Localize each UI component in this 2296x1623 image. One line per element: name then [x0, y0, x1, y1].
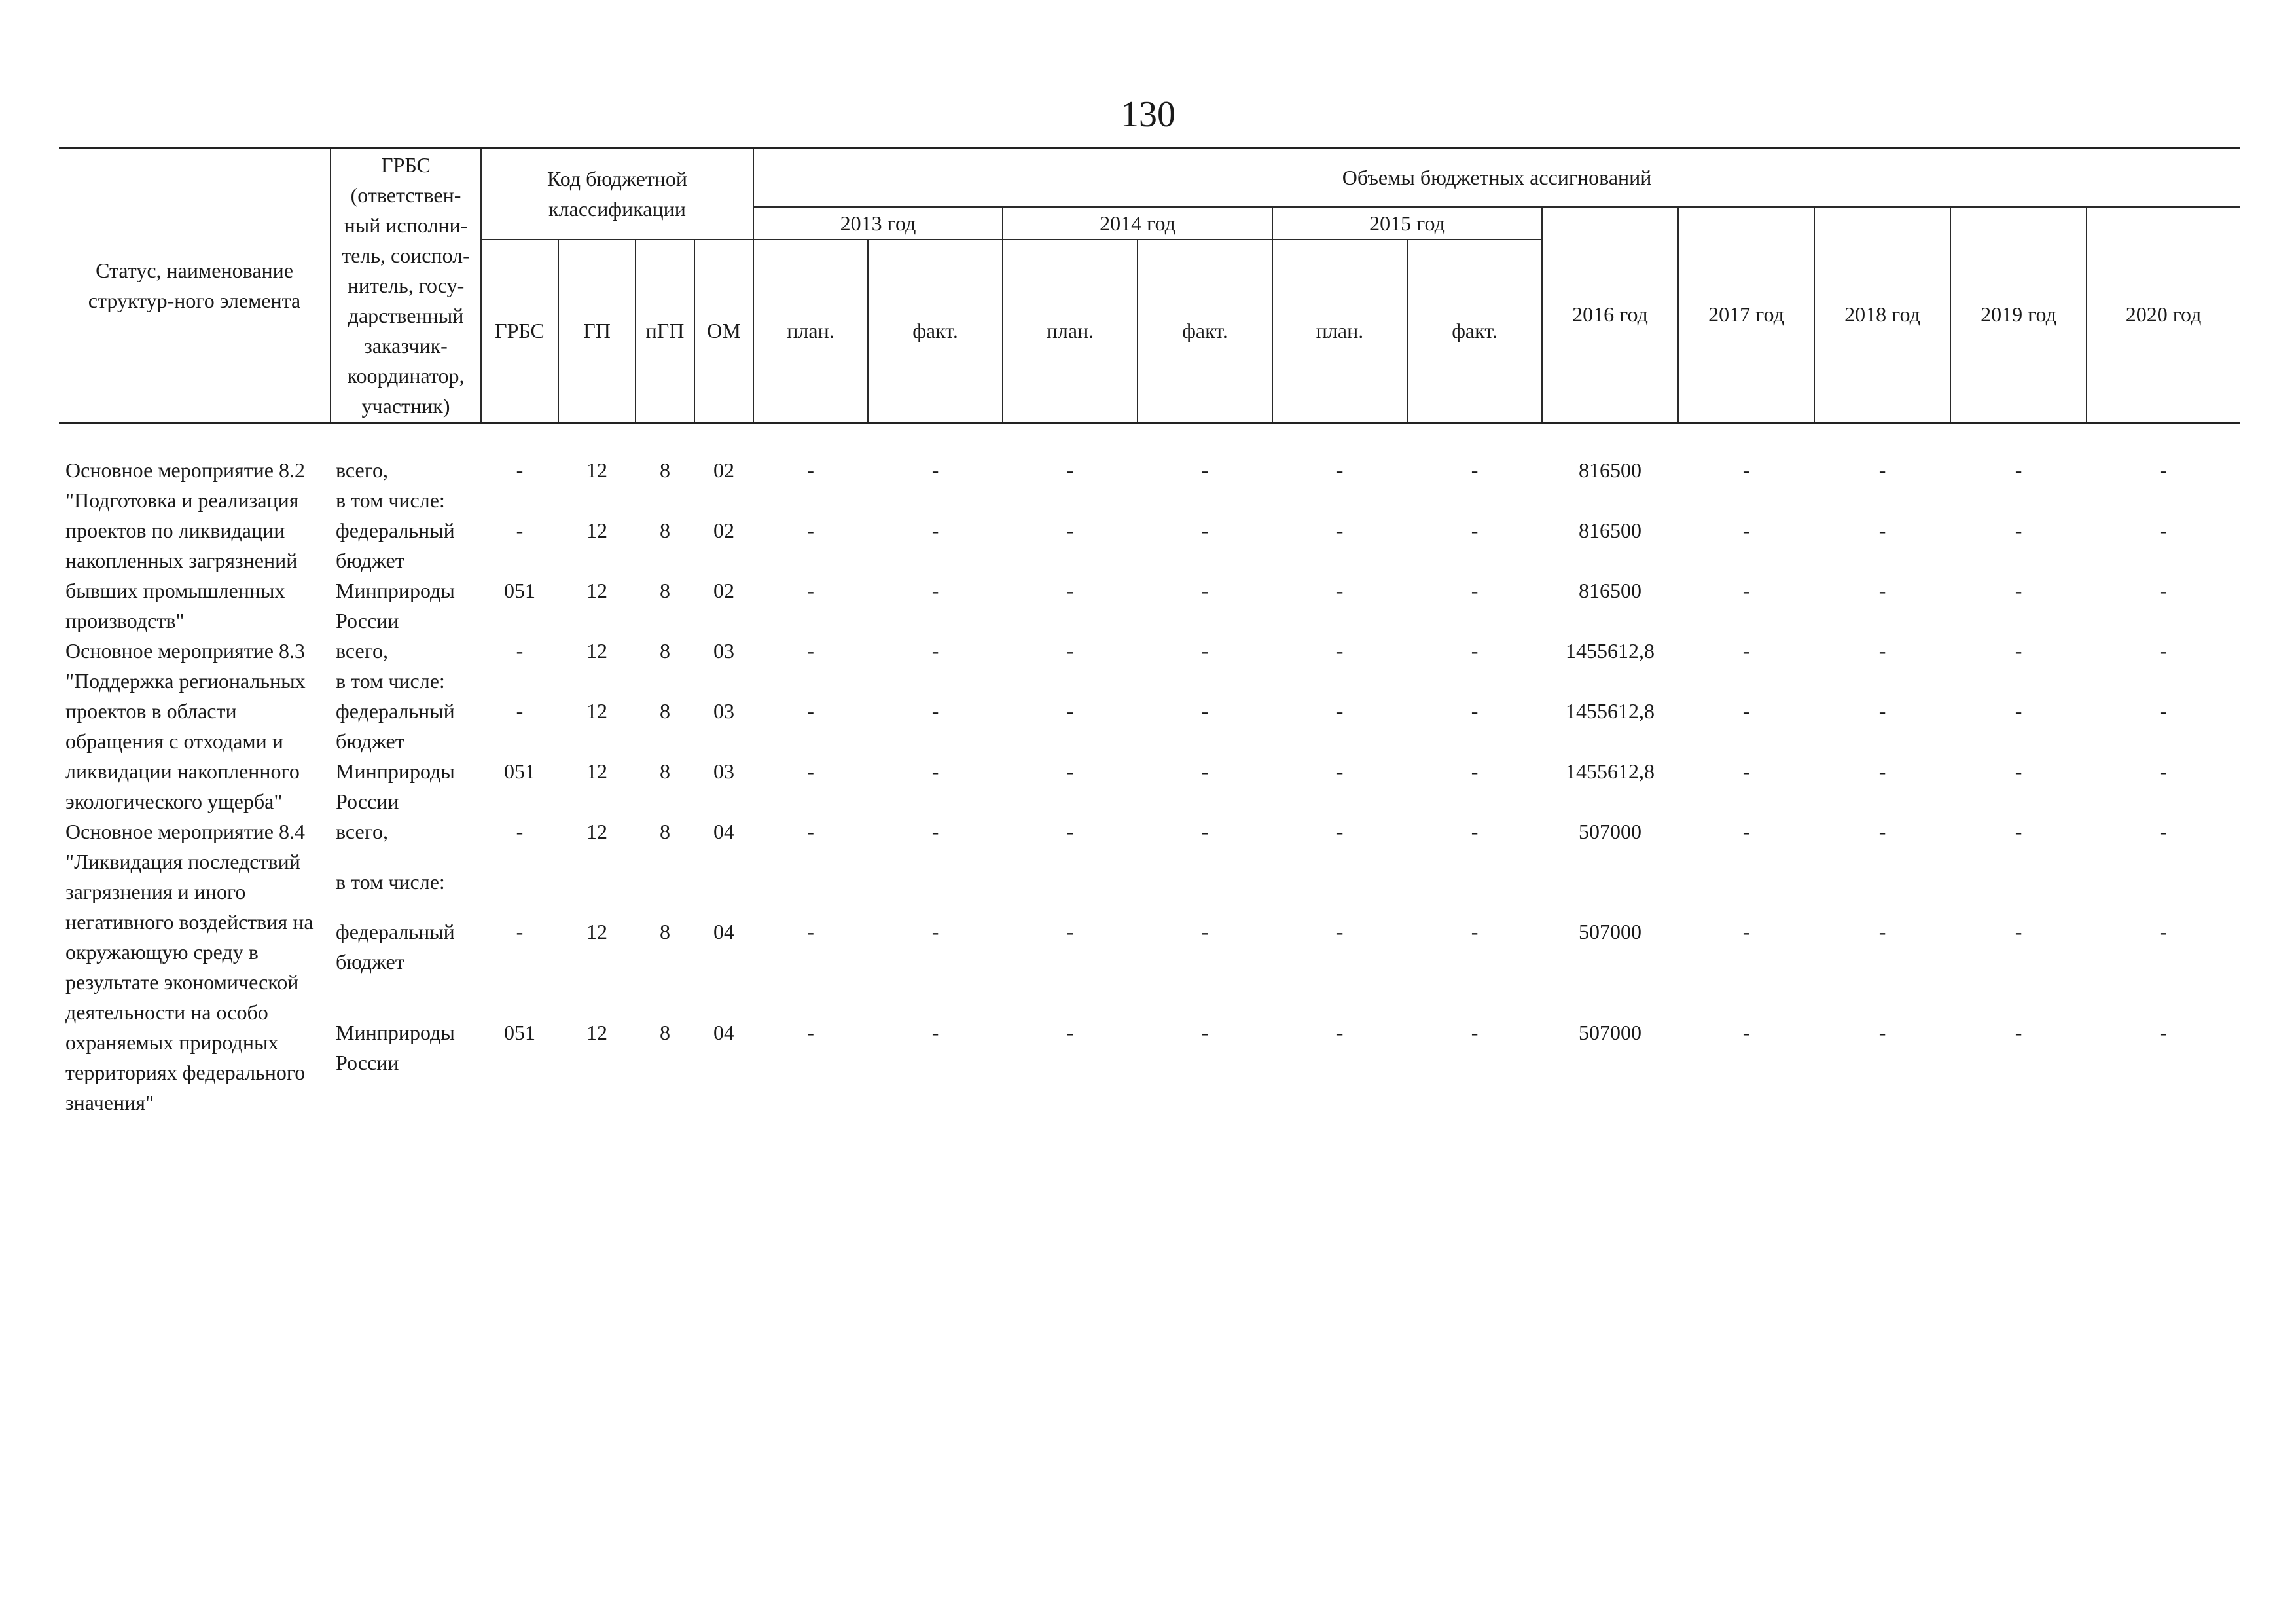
header-code-om: ОМ	[694, 240, 753, 423]
value-cell: -	[1742, 639, 1750, 663]
value-cell: -	[931, 1020, 939, 1044]
value-cell: 816500	[1579, 579, 1642, 602]
value-cell: -	[2015, 639, 2022, 663]
empty-cell	[481, 485, 2240, 515]
code-pgp-cell: 8	[660, 579, 670, 602]
table-row	[59, 1017, 2240, 1118]
value-cell: -	[1336, 519, 1344, 542]
value-cell: -	[1878, 519, 1886, 542]
empty-cell	[481, 867, 2240, 917]
table-row	[59, 455, 2240, 485]
budget-allocation-table	[59, 147, 2240, 1118]
code-om-cell: 02	[713, 519, 734, 542]
value-cell: -	[1742, 458, 1750, 482]
value-cell: -	[931, 519, 939, 542]
code-om-cell: 04	[713, 920, 734, 944]
value-cell: -	[1336, 759, 1344, 783]
value-cell: -	[1336, 699, 1344, 723]
table-row	[59, 816, 2240, 867]
header-2015-plan: план.	[1272, 240, 1407, 423]
code-grbs-cell: -	[516, 820, 524, 843]
responsible-cell: всего,	[336, 639, 389, 663]
measure-name: Основное мероприятие 8.3 "Поддержка региональных проектов в области обращения с отходами и ликвидации накопленного экологического ущерба"	[65, 639, 306, 813]
header-budget-volumes: Объемы бюджетных ассигнований	[753, 148, 2240, 207]
code-om-cell: 04	[713, 820, 734, 843]
value-cell: -	[1471, 639, 1479, 663]
table-row	[59, 756, 2240, 816]
value-cell: 1455612,8	[1566, 699, 1655, 723]
value-cell: -	[1201, 920, 1209, 944]
value-cell: -	[1066, 519, 1074, 542]
page-number: 130	[1121, 94, 1175, 135]
value-cell: -	[1471, 759, 1479, 783]
code-gp-cell: 12	[586, 579, 607, 602]
responsible-cell: Минприроды России	[336, 759, 455, 813]
header-code-grbs: ГРБС	[481, 240, 558, 423]
value-cell: -	[1878, 458, 1886, 482]
code-gp-cell: 12	[586, 1020, 607, 1044]
value-cell: -	[1471, 519, 1479, 542]
header-year-2019: 2019 год	[1950, 207, 2087, 423]
value-cell: -	[1336, 1020, 1344, 1044]
value-cell: -	[2159, 1020, 2167, 1044]
value-cell: -	[2159, 458, 2167, 482]
measure-name: Основное мероприятие 8.4 "Ликвидация последствий загрязнения и иного негативного воздействия на окружающую среду в результате экономической деятельности на особо охраняемых природных территориях федерального значения"	[65, 820, 314, 1114]
value-cell: -	[1471, 820, 1479, 843]
table-row	[59, 575, 2240, 636]
value-cell: -	[807, 820, 814, 843]
value-cell: -	[2015, 579, 2022, 602]
value-cell: -	[931, 639, 939, 663]
responsible-cell: федеральный бюджет	[336, 920, 455, 974]
header-2014-fact: факт.	[1138, 240, 1272, 423]
value-cell: -	[807, 1020, 814, 1044]
value-cell: 816500	[1579, 519, 1642, 542]
value-cell: -	[2015, 759, 2022, 783]
responsible-cell: в том числе:	[336, 669, 445, 693]
header-year-2018: 2018 год	[1814, 207, 1950, 423]
header-budget-code: Код бюджетной классификации	[481, 148, 753, 240]
value-cell: -	[1201, 759, 1209, 783]
value-cell: -	[1336, 458, 1344, 482]
value-cell: -	[1066, 639, 1074, 663]
responsible-cell: федеральный бюджет	[336, 519, 455, 572]
code-grbs-cell: -	[516, 920, 524, 944]
code-pgp-cell: 8	[660, 1020, 670, 1044]
header-year-2013: 2013 год	[753, 207, 1003, 240]
value-cell: -	[1878, 1020, 1886, 1044]
value-cell: -	[2159, 579, 2167, 602]
value-cell: -	[1471, 579, 1479, 602]
value-cell: -	[1878, 579, 1886, 602]
code-grbs-cell: -	[516, 699, 524, 723]
value-cell: -	[1878, 759, 1886, 783]
code-grbs-cell: -	[516, 639, 524, 663]
code-om-cell: 04	[713, 1020, 734, 1044]
value-cell: -	[1201, 579, 1209, 602]
value-cell: -	[1066, 579, 1074, 602]
table-row	[59, 917, 2240, 1017]
empty-cell	[481, 666, 2240, 696]
value-cell: -	[1201, 1020, 1209, 1044]
value-cell: -	[1742, 759, 1750, 783]
table-row	[59, 636, 2240, 666]
code-pgp-cell: 8	[660, 820, 670, 843]
code-gp-cell: 12	[586, 519, 607, 542]
value-cell: -	[1471, 1020, 1479, 1044]
value-cell: -	[2159, 820, 2167, 843]
value-cell: -	[1201, 820, 1209, 843]
value-cell: -	[807, 519, 814, 542]
table-body	[59, 423, 2240, 1118]
value-cell: -	[1336, 920, 1344, 944]
code-pgp-cell: 8	[660, 699, 670, 723]
value-cell: -	[2159, 920, 2167, 944]
header-2013-fact: факт.	[868, 240, 1003, 423]
value-cell: -	[2159, 759, 2167, 783]
value-cell: -	[1878, 820, 1886, 843]
value-cell: -	[2015, 458, 2022, 482]
value-cell: -	[807, 579, 814, 602]
code-grbs-cell: 051	[504, 579, 535, 602]
measure-name: Основное мероприятие 8.2 "Подготовка и реализация проектов по ликвидации накопленных загрязнений бывших промышленных производств"	[65, 458, 305, 632]
header-code-pgp: пГП	[636, 240, 694, 423]
value-cell: 816500	[1579, 458, 1642, 482]
code-grbs-cell: 051	[504, 1020, 535, 1044]
value-cell: -	[807, 699, 814, 723]
value-cell: -	[1742, 820, 1750, 843]
budget-table-container	[59, 147, 2240, 1118]
value-cell: 507000	[1579, 920, 1642, 944]
header-2015-fact: факт.	[1407, 240, 1542, 423]
value-cell: -	[1201, 699, 1209, 723]
code-grbs-cell: -	[516, 519, 524, 542]
code-pgp-cell: 8	[660, 759, 670, 783]
value-cell: -	[2159, 519, 2167, 542]
value-cell: -	[1066, 920, 1074, 944]
value-cell: -	[931, 579, 939, 602]
header-year-2017: 2017 год	[1678, 207, 1814, 423]
value-cell: -	[807, 458, 814, 482]
value-cell: -	[1336, 820, 1344, 843]
code-grbs-cell: -	[516, 458, 524, 482]
table-row	[59, 485, 2240, 515]
value-cell: 507000	[1579, 1020, 1642, 1044]
value-cell: -	[1201, 639, 1209, 663]
code-om-cell: 03	[713, 759, 734, 783]
value-cell: -	[1066, 699, 1074, 723]
value-cell: -	[2015, 1020, 2022, 1044]
code-gp-cell: 12	[586, 820, 607, 843]
value-cell: -	[1336, 579, 1344, 602]
value-cell: -	[1066, 1020, 1074, 1044]
value-cell: -	[1878, 699, 1886, 723]
code-gp-cell: 12	[586, 639, 607, 663]
responsible-cell: в том числе:	[336, 488, 445, 512]
value-cell: -	[1742, 519, 1750, 542]
table-row	[59, 867, 2240, 917]
code-om-cell: 02	[713, 458, 734, 482]
code-om-cell: 03	[713, 639, 734, 663]
value-cell: -	[931, 458, 939, 482]
code-pgp-cell: 8	[660, 458, 670, 482]
value-cell: 507000	[1579, 820, 1642, 843]
header-2014-plan: план.	[1003, 240, 1138, 423]
value-cell: 1455612,8	[1566, 639, 1655, 663]
value-cell: -	[807, 639, 814, 663]
code-om-cell: 03	[713, 699, 734, 723]
value-cell: -	[2015, 920, 2022, 944]
table-row	[59, 696, 2240, 756]
value-cell: -	[1336, 639, 1344, 663]
header-code-gp: ГП	[558, 240, 636, 423]
value-cell: 1455612,8	[1566, 759, 1655, 783]
value-cell: -	[1878, 920, 1886, 944]
header-2013-plan: план.	[753, 240, 868, 423]
value-cell: -	[2159, 699, 2167, 723]
value-cell: -	[1201, 458, 1209, 482]
value-cell: -	[931, 699, 939, 723]
header-status: Статус, наименование структур-ного элемента	[59, 148, 331, 423]
value-cell: -	[2015, 820, 2022, 843]
responsible-cell: Минприроды России	[336, 579, 455, 632]
header-year-2015: 2015 год	[1272, 207, 1542, 240]
table-row	[59, 666, 2240, 696]
table-row	[59, 515, 2240, 575]
value-cell: -	[931, 920, 939, 944]
value-cell: -	[1878, 639, 1886, 663]
value-cell: -	[1471, 458, 1479, 482]
code-gp-cell: 12	[586, 699, 607, 723]
code-grbs-cell: 051	[504, 759, 535, 783]
code-gp-cell: 12	[586, 458, 607, 482]
header-grbs-responsible: ГРБС (ответствен-ный исполни-тель, соиспол-нитель, госу-дарственный заказчик-координатор, участник)	[331, 148, 481, 423]
value-cell: -	[2015, 699, 2022, 723]
header-year-2016: 2016 год	[1542, 207, 1678, 423]
code-pgp-cell: 8	[660, 920, 670, 944]
responsible-cell: всего,	[336, 458, 389, 482]
header-year-2020: 2020 год	[2087, 207, 2240, 423]
value-cell: -	[1066, 759, 1074, 783]
value-cell: -	[1201, 519, 1209, 542]
value-cell: -	[1066, 820, 1074, 843]
responsible-cell: федеральный бюджет	[336, 699, 455, 753]
responsible-cell: Минприроды России	[336, 1020, 455, 1074]
value-cell: -	[1471, 920, 1479, 944]
value-cell: -	[807, 920, 814, 944]
value-cell: -	[1742, 920, 1750, 944]
value-cell: -	[1742, 699, 1750, 723]
code-pgp-cell: 8	[660, 519, 670, 542]
code-gp-cell: 12	[586, 759, 607, 783]
value-cell: -	[1742, 579, 1750, 602]
code-gp-cell: 12	[586, 920, 607, 944]
value-cell: -	[931, 759, 939, 783]
code-om-cell: 02	[713, 579, 734, 602]
code-pgp-cell: 8	[660, 639, 670, 663]
value-cell: -	[2159, 639, 2167, 663]
responsible-cell: в том числе:	[336, 869, 445, 894]
value-cell: -	[931, 820, 939, 843]
value-cell: -	[1742, 1020, 1750, 1044]
value-cell: -	[1471, 699, 1479, 723]
header-year-2014: 2014 год	[1003, 207, 1272, 240]
value-cell: -	[2015, 519, 2022, 542]
value-cell: -	[807, 759, 814, 783]
value-cell: -	[1066, 458, 1074, 482]
responsible-cell: всего,	[336, 820, 389, 843]
